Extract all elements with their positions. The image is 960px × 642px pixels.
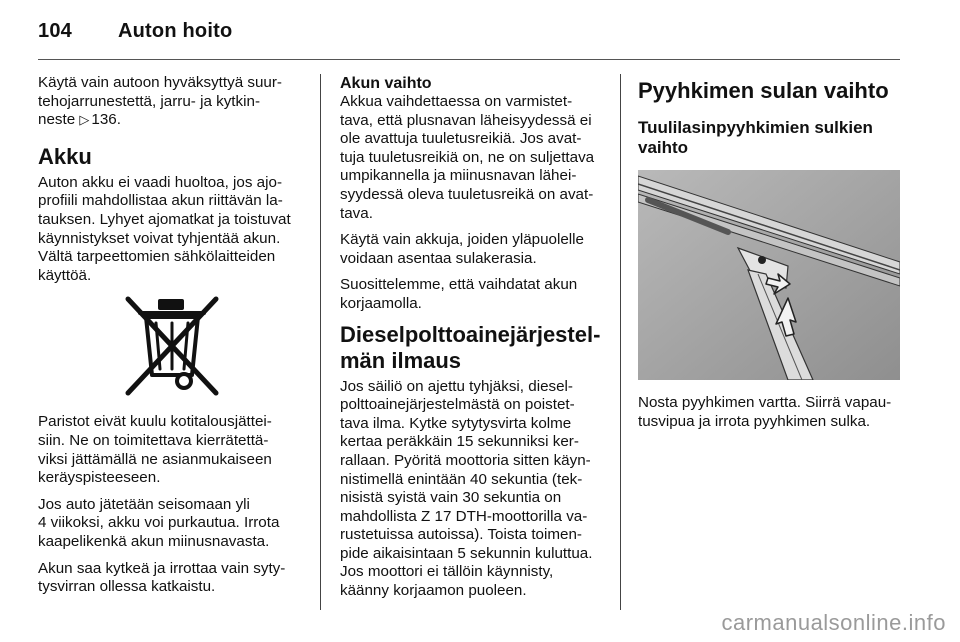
header-rule xyxy=(38,59,900,60)
akku-paragraph-3: Jos auto jätetään seisomaan yli 4 viikoksi, akku voi purkautua. Irrota kaapelikenkä akun miinusnavasta. xyxy=(38,495,280,550)
akku-paragraph-1: Auton akku ei vaadi huoltoa, jos ajo- profiili mahdollistaa akun riittävän la- tauksen. Lyhyet ajomatkat ja toistuvat käynnistykset voivat tyhjentää akun. Vältä tarpeettomien sähkölaitteiden käyttöä. xyxy=(38,173,291,284)
column-2 xyxy=(340,74,606,609)
wiper-caption: Nosta pyyhkimen vartta. Siirrä vapau- tusvipua ja irrota pyyhkimen sulka. xyxy=(638,394,892,430)
page-number: 104 xyxy=(38,20,72,42)
wiper-sub-heading: Tuulilasinpyyhkimien sulkien vaihto xyxy=(638,118,873,157)
column-3 xyxy=(638,74,906,439)
diesel-paragraph: Jos säiliö on ajettu tyhjäksi, diesel- polttoainejärjestelmästä on poistet- tava ilma. Kytke sytytysvirta kolme kertaa peräkkäin 15 sekunniksi ker- rallaan. Pyöritä moottoria sitten käyn- nistimellä enintään 40 sekuntia (tek- nisistä syistä vain 30 sekuntia on mahdollista Z 17 DTH-moottorilla va- rustetuissa autoissa). Toista toimen- pide aikaisintaan 5 sekunnin kuluttua. Jos moottori ei tällöin käynnisty, käänny korjaamon puoleen. xyxy=(340,377,593,600)
vaihto-paragraph-2: Käytä vain akkuja, joiden yläpuolelle voidaan asentaa sulakerasia. xyxy=(340,231,585,267)
page-header xyxy=(38,20,232,43)
diesel-heading: Dieselpolttoainejärjestel- män ilmaus xyxy=(340,321,601,373)
akun-vaihto-heading: Akun vaihto xyxy=(340,75,432,92)
page-reference-link[interactable]: 136. xyxy=(91,111,121,129)
watermark: carmanualsonline.info xyxy=(721,610,946,635)
recycle-bin-figure xyxy=(38,293,306,403)
akku-heading: Akku xyxy=(38,143,92,169)
akku-paragraph-2: Paristot eivät kuulu kotitalousjättei- siin. Ne on toimitettava kierrätettä- viksi jättämällä ne asianmukaiseen keräyspisteeseen. xyxy=(38,413,272,487)
crossed-out-bin-icon xyxy=(120,293,224,399)
wiper-main-heading: Pyyhkimen sulan vaihto xyxy=(638,78,889,103)
vaihto-paragraph-1: Akkua vaihdettaessa on varmistet- tava, että plusnavan läheisyydessä ei ole avattuja tuuletusreikiä. Jos avat- tuja tuuletusreikiä on, ne on suljettava umpikannella ja miinusnavan lähei- syydessä oleva tuuletusreikä on avat- tava. xyxy=(340,93,595,222)
akku-paragraph-4: Akun saa kytkeä ja irrottaa vain syty- tysvirran ollessa katkaistu. xyxy=(38,559,286,596)
column-divider-2 xyxy=(620,74,621,610)
intro-paragraph: Käytä vain autoon hyväksyttyä suur- tehojarrunestettä, jarru- ja kytkin- neste ▷ 136. xyxy=(38,74,282,129)
wiper-blade-illustration xyxy=(638,170,900,380)
section-title: Auton hoito xyxy=(118,20,233,42)
reference-arrow-icon: ▷ xyxy=(79,112,90,128)
column-divider-1 xyxy=(320,74,321,610)
column-1 xyxy=(38,74,306,605)
vaihto-paragraph-3: Suosittelemme, että vaihdatat akun korjaamolla. xyxy=(340,276,578,312)
wiper-figure xyxy=(638,170,900,380)
